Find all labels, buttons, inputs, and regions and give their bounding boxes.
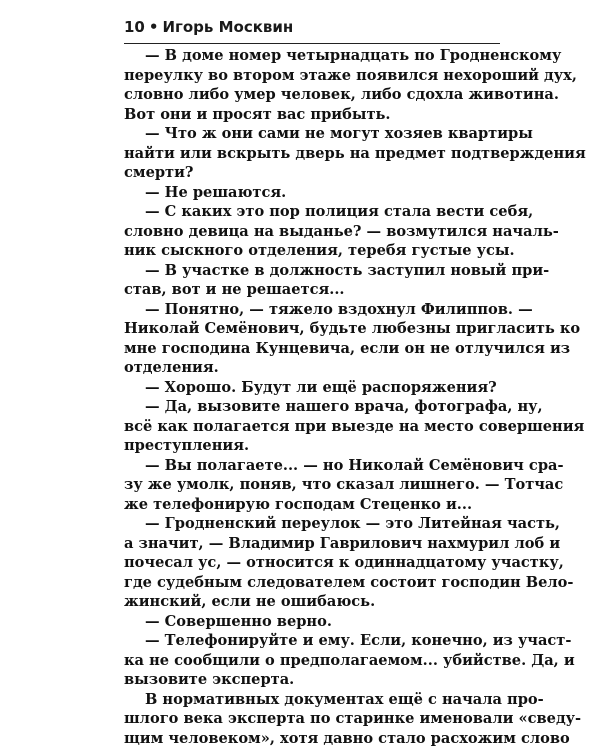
text-line: — Вы полагаете... — но Николай Семёнович сра- — [145, 456, 564, 474]
text-line: — В участке в должность заступил новый при- — [145, 261, 550, 279]
text-line: — Что ж они сами не могут хозяев квартиры — [145, 125, 533, 142]
text-line: мне господина Кунцевича, если он не отлучился из — [124, 339, 571, 357]
running-header — [124, 18, 500, 44]
text-line: вызовите эксперта. — [124, 671, 295, 688]
text-line: — Телефонируйте и ему. Если, конечно, из участ- — [145, 632, 572, 649]
text-line: отделения. — [124, 359, 219, 376]
text-line: став, вот и не решается... — [124, 281, 345, 298]
text-line: — Понятно, — тяжело вздохнул Филиппов. — — [145, 300, 533, 318]
text-line: же телефонирую господам Стеценко и... — [124, 495, 473, 513]
header-separator: • — [148, 18, 159, 36]
text-line: жинский, если не ошибаюсь. — [124, 593, 376, 610]
text-line: где судебным следователем состоит господин Вело- — [124, 573, 574, 591]
text-line: щим человеком», хотя давно стало расхожим слово — [124, 729, 570, 747]
text-line: словно либо умер человек, либо сдохла животина. — [124, 86, 559, 103]
text-line: — Да, вызовите нашего врача, фотографа, ну, — [145, 398, 543, 415]
text-line: преступления. — [124, 437, 250, 454]
body-text — [124, 46, 586, 748]
text-line: ник сыскного отделения, теребя густые усы. — [124, 242, 515, 259]
text-line: всё как полагается при выезде на место совершения — [124, 417, 585, 435]
text-line: ка не сообщили о предполагаемом... убийстве. Да, и — [124, 651, 575, 669]
text-line: смерти? — [124, 164, 194, 181]
text-line: а значит, — Владимир Гаврилович нахмурил лоб и — [124, 534, 561, 552]
text-line: шлого века эксперта по старинке именовали «сведу- — [124, 710, 582, 727]
text-line: — Не решаются. — [145, 183, 287, 201]
text-line: словно девица на выданье? — возмутился началь- — [124, 222, 559, 240]
text-line: почесал ус, — относится к одиннадцатому участку, — [124, 554, 564, 571]
text-line: зу же умолк, поняв, что сказал лишнего. — Тотчас — [124, 476, 564, 493]
text-line: переулку во втором этаже появился нехороший дух, — [124, 66, 577, 84]
text-line: Вот они и просят вас прибыть. — [124, 105, 391, 123]
text-line: В нормативных документах ещё с начала про- — [145, 690, 544, 708]
text-line: — Хорошо. Будут ли ещё распоряжения? — [145, 378, 497, 396]
text-line: найти или вскрыть дверь на предмет подтверждения — [124, 144, 586, 162]
header-author: Игорь Москвин — [162, 18, 294, 36]
text-line: — С каких это пор полиция стала вести себя, — [145, 203, 534, 220]
text-line: — Совершенно верно. — [145, 612, 332, 630]
text-line: — В доме номер четырнадцать по Гродненскому — [145, 47, 562, 64]
page-number: 10 — [124, 18, 145, 36]
text-line: — Гродненский переулок — это Литейная часть, — [145, 515, 561, 532]
text-line: Николай Семёнович, будьте любезны пригласить ко — [124, 320, 581, 337]
